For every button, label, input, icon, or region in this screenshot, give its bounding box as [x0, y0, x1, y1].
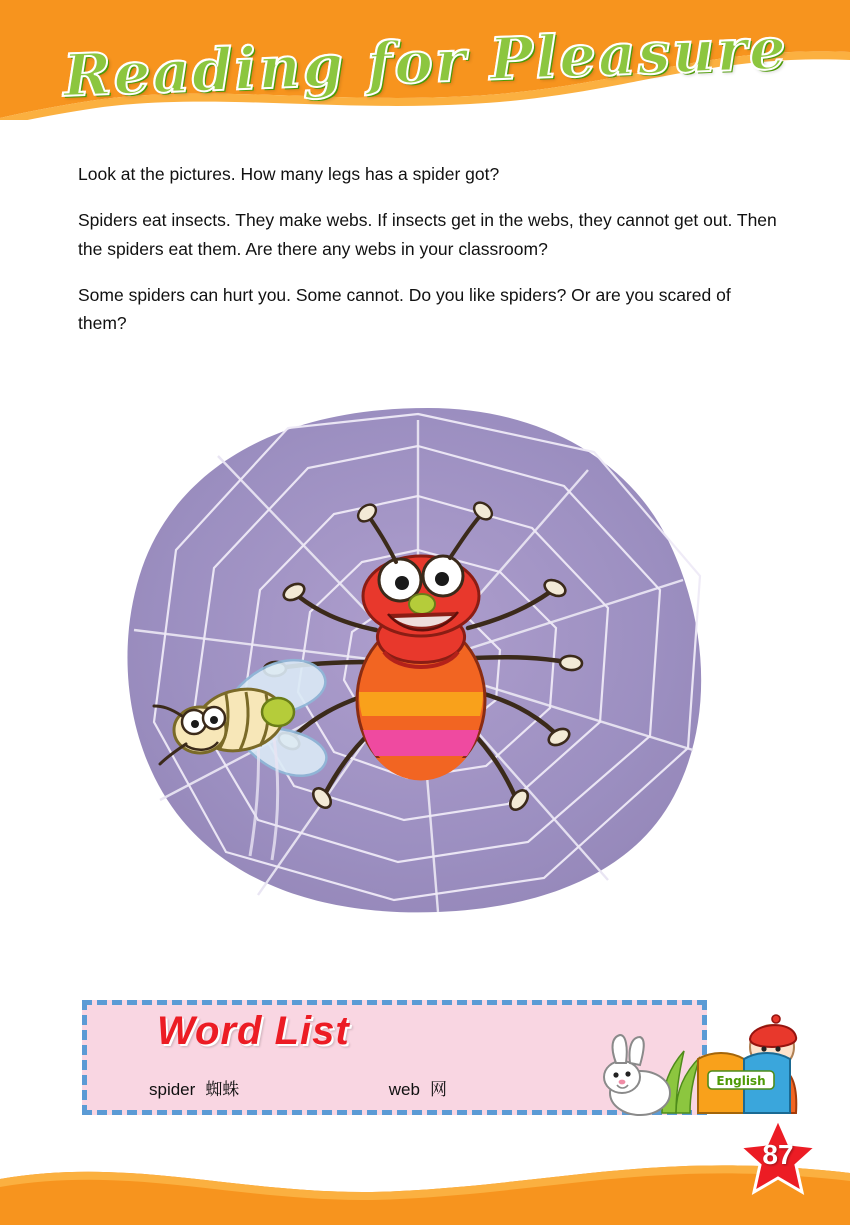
word-english-2: web: [388, 1080, 420, 1099]
page-number-badge: [736, 1117, 820, 1197]
word-item-2: [389, 1075, 447, 1100]
spider-web-illustration: [108, 400, 728, 930]
mascot-cluster: [600, 985, 810, 1120]
english-book: [698, 1053, 790, 1113]
word-english-1: spider: [149, 1080, 196, 1099]
paragraph-3: Some spiders can hurt you. Some cannot. Do you like spiders? Or are you scared of them?: [78, 285, 731, 334]
english-book-label: English: [716, 1074, 766, 1088]
paragraph-1: Look at the pictures. How many legs has a spider got?: [78, 164, 500, 184]
page-title-text: Reading for Pleasure: [61, 14, 789, 110]
footer-band: [0, 1115, 850, 1225]
page-title: [0, 14, 850, 112]
paragraph-2: Spiders eat insects. They make webs. If insects get in the webs, they cannot get out. Then the spiders eat them. Are there any webs in your classroom?: [78, 210, 777, 259]
rabbit-mascot: [604, 1035, 670, 1115]
word-chinese-1: 蜘蛛: [205, 1080, 240, 1099]
page-number-text: 87: [762, 1139, 794, 1170]
word-list-title: Word List: [157, 1009, 350, 1053]
word-list-items: [149, 1075, 649, 1100]
word-chinese-2: 网: [429, 1080, 447, 1099]
word-item-1: [149, 1075, 239, 1100]
grass-decoration: [662, 1051, 700, 1113]
reading-passage: [78, 160, 778, 356]
